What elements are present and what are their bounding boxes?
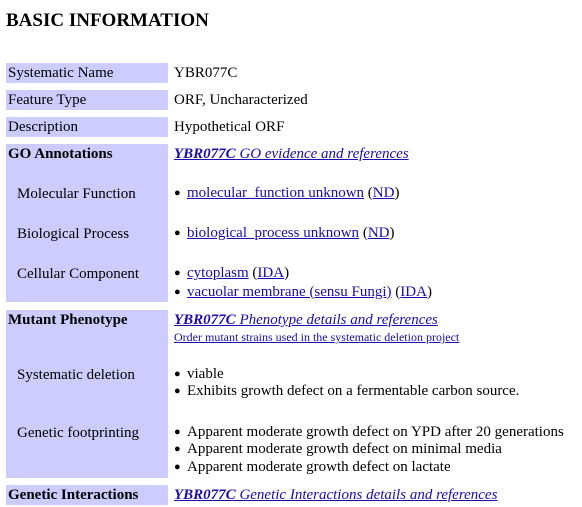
genetic-interactions-link[interactable] xyxy=(174,486,497,504)
go-term-link[interactable]: cytoplasm xyxy=(187,265,249,281)
paren-close: ) xyxy=(389,225,395,241)
bullet-icon: ● xyxy=(174,267,181,279)
bullet-icon: ● xyxy=(174,227,181,239)
list-item xyxy=(174,459,451,476)
bullet-icon: ● xyxy=(174,368,181,380)
description-value: Hypothetical ORF xyxy=(174,119,285,135)
list-item xyxy=(174,225,394,242)
list-item xyxy=(174,284,432,301)
phenotype-text: Apparent moderate growth defect on YPD after 20 generations xyxy=(187,424,564,440)
mutant-phenotype-label: Mutant Phenotype xyxy=(8,312,128,328)
genetic-interactions-label: Genetic Interactions xyxy=(8,487,139,503)
paren-open: ( xyxy=(391,284,401,300)
go-link-gene: YBR077C xyxy=(174,146,236,162)
systematic-deletion-label: Systematic deletion xyxy=(17,367,135,383)
paren-open: ( xyxy=(248,265,258,281)
bullet-icon: ● xyxy=(174,426,181,438)
paren-close: ) xyxy=(284,265,290,281)
phenotype-text: Apparent moderate growth defect on lactate xyxy=(187,459,451,475)
paren-close: ) xyxy=(394,185,400,201)
go-link-text: GO evidence and references xyxy=(235,146,409,162)
go-evidence-link[interactable] xyxy=(174,145,409,163)
go-annotations-label: GO Annotations xyxy=(8,146,113,162)
paren-open: ( xyxy=(359,225,368,241)
list-item xyxy=(174,424,564,441)
feature-type-label-cell xyxy=(6,90,168,110)
bullet-icon: ● xyxy=(174,443,181,455)
list-item xyxy=(174,441,502,458)
feature-type-value: ORF, Uncharacterized xyxy=(174,92,308,108)
systematic-name-label: Systematic Name xyxy=(8,65,114,81)
systematic-name-label-cell xyxy=(6,63,168,83)
list-item xyxy=(174,383,519,400)
bullet-icon: ● xyxy=(174,461,181,473)
description-label-cell xyxy=(6,117,168,137)
description-label: Description xyxy=(8,119,78,135)
feature-type-label: Feature Type xyxy=(8,92,87,108)
go-term-link[interactable]: biological_process unknown xyxy=(187,225,360,241)
mutant-phenotype-label-cell xyxy=(6,310,168,478)
go-term-link[interactable]: vacuolar membrane (sensu Fungi) xyxy=(187,284,392,300)
biological-process-label: Biological Process xyxy=(17,226,130,242)
phenotype-text: viable xyxy=(187,366,224,382)
evidence-code-link[interactable]: ND xyxy=(367,225,390,241)
order-mutant-strains-link[interactable]: Order mutant strains used in the systematic deletion project xyxy=(174,330,460,344)
list-item xyxy=(174,185,399,202)
cellular-component-label: Cellular Component xyxy=(17,266,140,282)
evidence-code-link[interactable]: IDA xyxy=(257,265,285,281)
page-title: BASIC INFORMATION xyxy=(6,10,209,31)
evidence-code-link[interactable]: ND xyxy=(372,185,395,201)
genetic-footprinting-label: Genetic footprinting xyxy=(17,425,140,441)
go-annotations-label-cell xyxy=(6,144,168,302)
phenotype-text: Apparent moderate growth defect on minimal media xyxy=(187,441,502,457)
evidence-code-link[interactable]: IDA xyxy=(400,284,427,300)
list-item xyxy=(174,265,289,282)
phenotype-link-text: Phenotype details and references xyxy=(235,312,438,328)
phenotype-details-link[interactable] xyxy=(174,311,438,329)
genetic-interactions-label-cell xyxy=(6,485,168,505)
genetic-link-text: Genetic Interactions details and references xyxy=(235,487,498,503)
bullet-icon: ● xyxy=(174,286,181,298)
phenotype-link-gene: YBR077C xyxy=(174,312,236,328)
systematic-name-value: YBR077C xyxy=(174,65,238,81)
genetic-link-gene: YBR077C xyxy=(174,487,236,503)
bullet-icon: ● xyxy=(174,385,181,397)
phenotype-text: Exhibits growth defect on a fermentable carbon source. xyxy=(187,383,520,399)
paren-open: ( xyxy=(364,185,373,201)
bullet-icon: ● xyxy=(174,187,181,199)
molecular-function-label: Molecular Function xyxy=(17,186,136,202)
paren-close: ) xyxy=(426,284,432,300)
go-term-link[interactable]: molecular_function unknown xyxy=(187,185,365,201)
list-item xyxy=(174,366,224,383)
